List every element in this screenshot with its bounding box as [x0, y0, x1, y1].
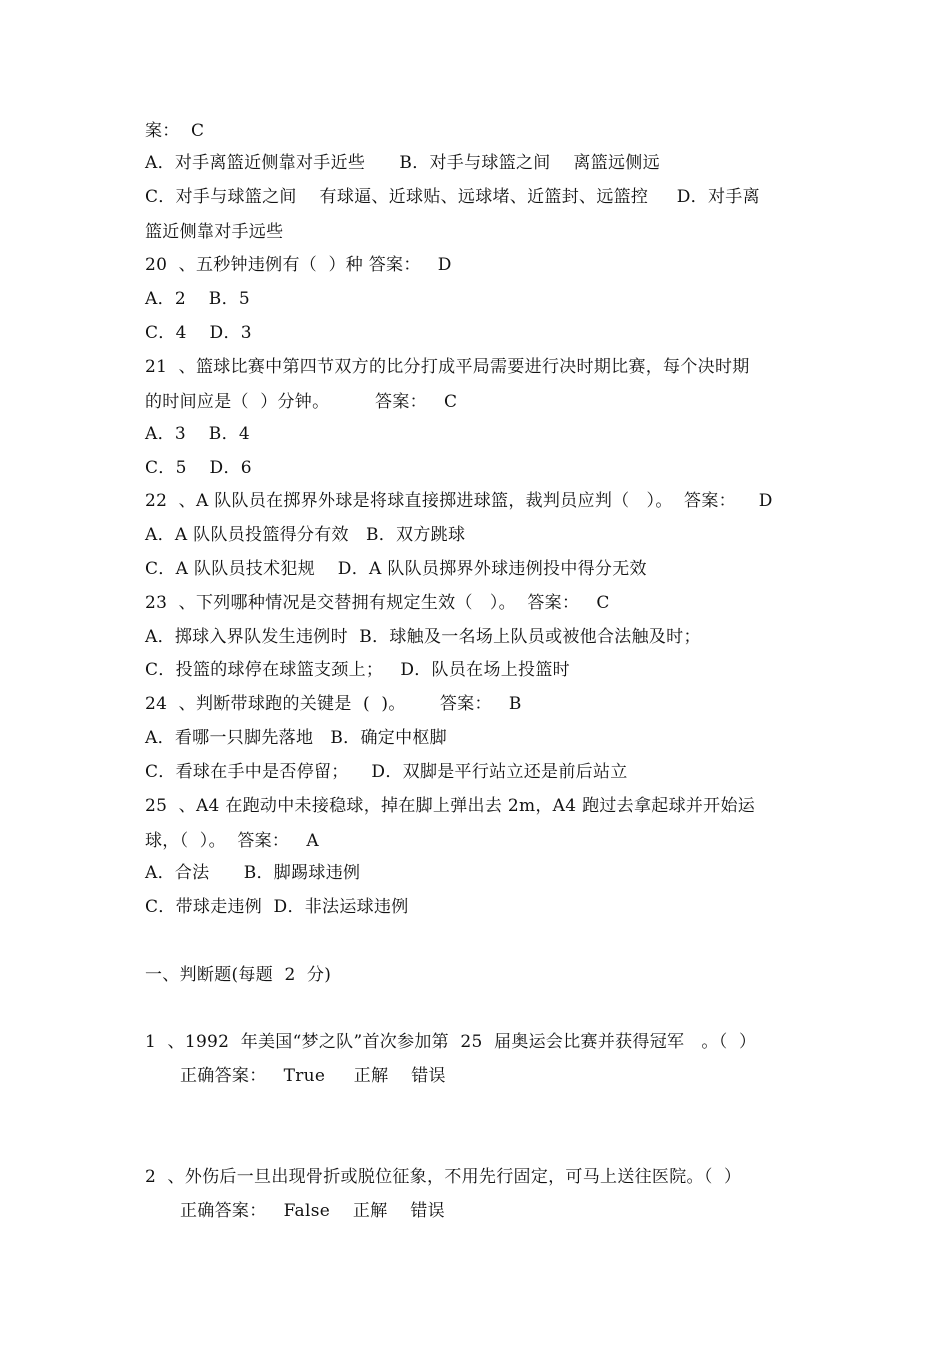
option-line: C．4 D．3 — [145, 323, 252, 343]
question-25-continued: 球，（ ）。 答案： A — [145, 831, 319, 851]
question-20: 20 、五秒钟违例有（ ）种 答案： D — [145, 255, 452, 275]
option-line: A．看哪一只脚先落地 B．确定中枢脚 — [145, 728, 447, 748]
question-21: 21 、篮球比赛中第四节双方的比分打成平局需要进行决时期比赛，每个决时期 — [145, 357, 750, 377]
question-23: 23 、下列哪种情况是交替拥有规定生效（ ）。 答案： C — [145, 593, 610, 613]
option-line: A．掷球入界队发生违例时 B．球触及一名场上队员或被他合法触及时； — [145, 627, 701, 647]
option-line: C．A 队队员技术犯规 D．A 队队员掷界外球违例投中得分无效 — [145, 559, 647, 579]
question-22: 22 、A 队队员在掷界外球是将球直接掷进球篮，裁判员应判（ ）。 答案： D — [145, 491, 773, 511]
option-line: C．对手与球篮之间 有球逼、近球贴、远球堵、近篮封、远篮控 D．对手离 — [145, 187, 760, 207]
option-line: A．合法 B．脚踢球违例 — [145, 863, 361, 883]
option-line: C．5 D．6 — [145, 458, 252, 478]
question-21-continued: 的时间应是（ ）分钟。 答案： C — [145, 392, 458, 412]
true-false-question-1: 1 、1992 年美国“梦之队”首次参加第 25 届奥运会比赛并获得冠军 。（ ） — [145, 1032, 757, 1052]
option-line: A．对手离篮近侧靠对手近些 B．对手与球篮之间 离篮远侧远 — [145, 153, 660, 173]
option-line: C．投篮的球停在球篮支颈上； D．队员在场上投篮时 — [145, 660, 570, 680]
option-line: C．看球在手中是否停留； D．双脚是平行站立还是前后站立 — [145, 762, 628, 782]
option-line: A．A 队队员投篮得分有效 B．双方跳球 — [145, 525, 466, 545]
option-line: C．带球走违例 D．非法运球违例 — [145, 897, 409, 917]
question-25: 25 、A4 在跑动中未接稳球，掉在脚上弹出去 2m，A4 跑过去拿起球并开始运 — [145, 796, 756, 816]
correct-answer-line: 正确答案： True 正解 错误 — [180, 1066, 446, 1086]
correct-answer-line: 正确答案： False 正解 错误 — [180, 1201, 445, 1221]
option-line: A．3 B．4 — [145, 424, 251, 444]
section-heading: 一、判断题(每题 2 分) — [145, 965, 332, 985]
option-line-continued: 篮近侧靠对手远些 — [145, 222, 284, 242]
question-24: 24 、判断带球跑的关键是 ( )。 答案： B — [145, 694, 522, 714]
option-line: A．2 B．5 — [145, 289, 251, 309]
true-false-question-2: 2 、外伤后一旦出现骨折或脱位征象，不用先行固定，可马上送往医院。（ ） — [145, 1167, 742, 1187]
answer-line: 案： C — [145, 121, 205, 141]
